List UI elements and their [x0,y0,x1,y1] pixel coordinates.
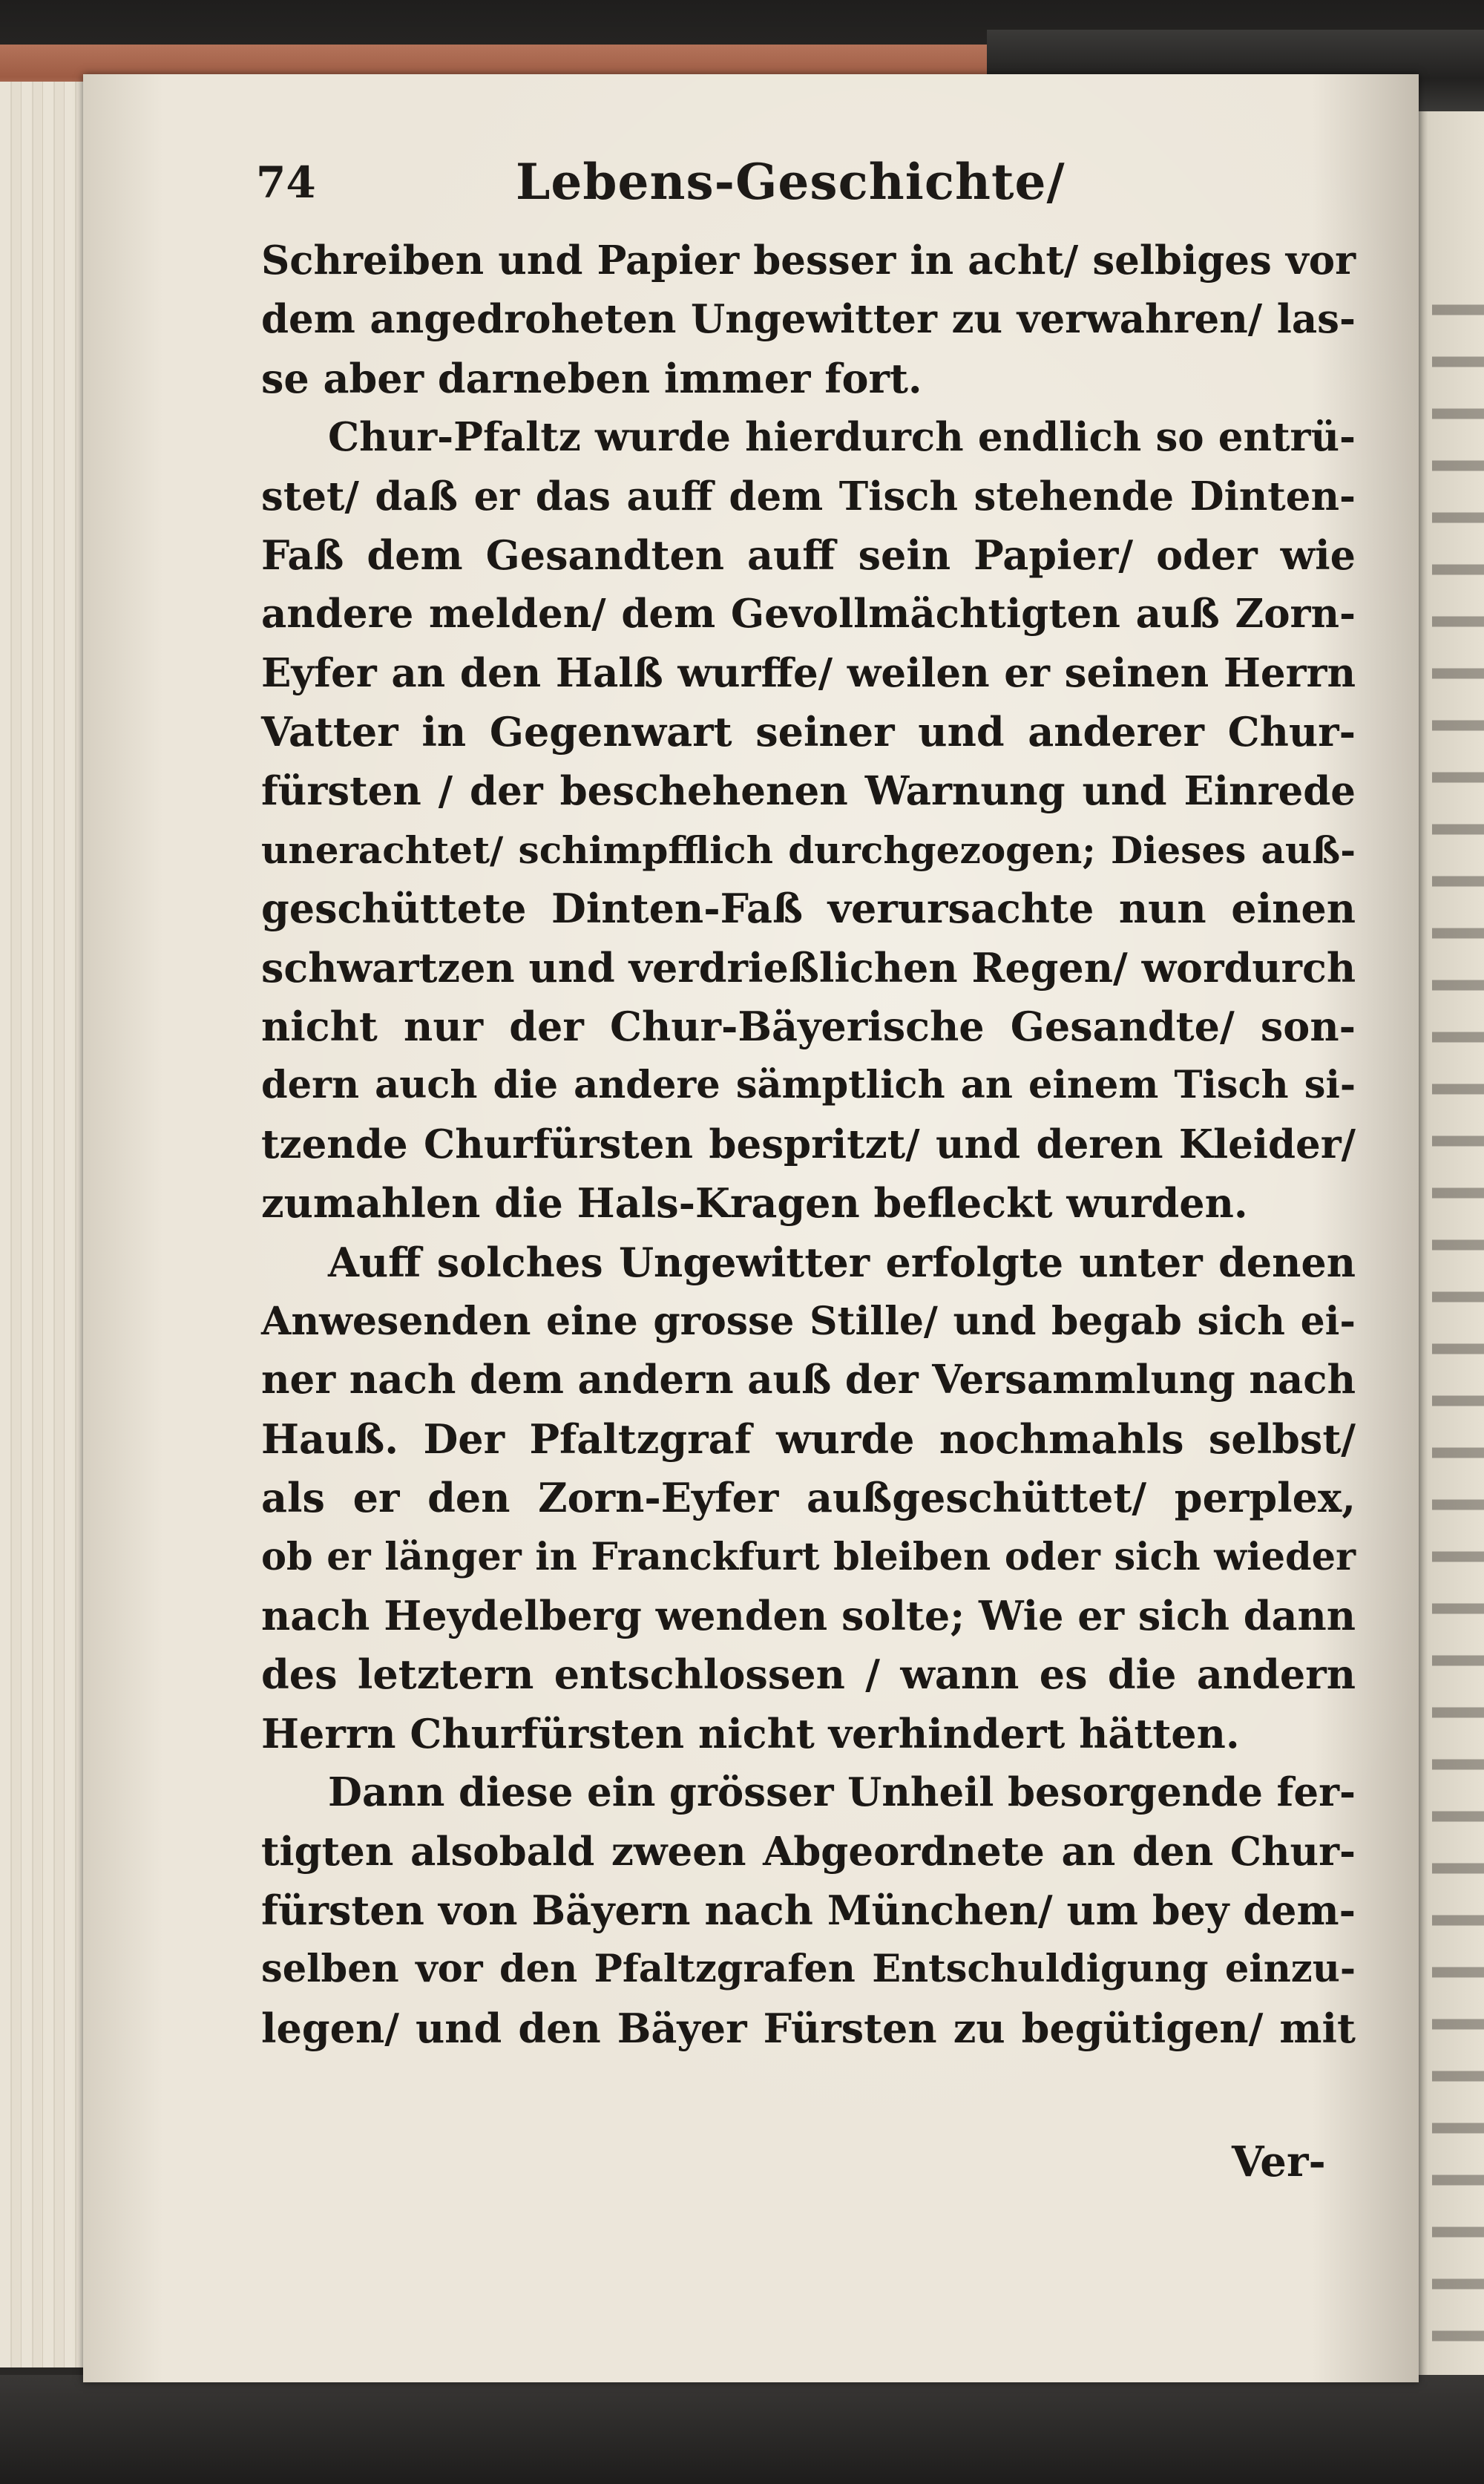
text-line: nicht nur der Chur-Bäyerische Gesandte/ son- [261,1003,1356,1051]
text-line: Vatter in Gegenwart seiner und anderer Chur- [261,708,1356,756]
text-line: geschüttete Dinten-Faß verursachte nun einen [261,885,1356,933]
text-line: legen/ und den Bäyer Fürsten zu begütigen/ mit [261,2004,1356,2052]
body-text [261,232,1356,2058]
text-line: dern auch die andere sämptlich an einem Tisch si- [261,1063,1356,1108]
text-line: fürsten von Bäyern nach München/ um bey dem- [261,1886,1356,1934]
text-line: Hauß. Der Pfaltzgraf wurde nochmahls selbst/ [261,1415,1356,1463]
text-line: stet/ daß er das auff dem Tisch stehende Dinten- [261,473,1356,520]
text-line: unerachtet/ schimpfflich durchgezogen; Dieses auß- [261,828,1356,872]
text-line: andere melden/ dem Gevollmächtigten auß Zorn- [261,591,1356,638]
text-line: tzende Churfürsten bespritzt/ und deren Kleider/ [261,1121,1356,1167]
text-line: ner nach dem andern auß der Versammlung nach [261,1357,1356,1403]
catchword: Ver- [1232,2137,1326,2186]
text-line: schwartzen und verdrießlichen Regen/ wordurch [261,943,1356,992]
facing-page-text-shadow [1432,282,1484,2434]
text-line: tigten alsobald zween Abgeordnete an den Chur- [261,1828,1356,1875]
text-line: Auff solches Ungewitter erfolgte unter denen [328,1238,1356,1286]
page-number: 74 [256,157,316,208]
text-line: Anwesenden eine grosse Stille/ und begab sich ei- [261,1299,1356,1345]
page-header [256,153,1295,220]
text-line: Schreiben und Papier besser in acht/ selbiges vor [261,237,1356,284]
text-line: nach Heydelberg wenden solte; Wie er sich dann [261,1591,1356,1639]
text-line: fürsten / der beschehenen Warnung und Einrede [261,767,1356,814]
scan-bottom-shadow [0,2375,1484,2484]
stacked-page-edges [0,82,91,2367]
text-line: Eyfer an den Halß wurffe/ weilen er seinen Herrn [261,649,1356,696]
running-head: Lebens-Geschichte/ [516,153,1066,211]
text-line: ob er länger in Franckfurt bleiben oder sich wieder [261,1534,1356,1579]
text-line: dem angedroheten Ungewitter zu verwahren/ las- [261,296,1356,343]
text-line: se aber darneben immer fort. [261,354,922,402]
text-line: Chur-Pfaltz wurde hierdurch endlich so entrü- [328,414,1356,461]
text-line: selben vor den Pfaltzgrafen Entschuldigung einzu- [261,1947,1356,1992]
text-line: Herrn Churfürsten nicht verhindert hätten. [261,1709,1240,1757]
text-line: Dann diese ein grösser Unheil besorgende fer- [328,1769,1356,1816]
text-line: Faß dem Gesandten auff sein Papier/ oder wie [261,531,1356,579]
text-line: zumahlen die Hals-Kragen befleckt wurden. [261,1179,1248,1228]
text-line: des letztern entschlossen / wann es die andern [261,1651,1356,1699]
text-line: als er den Zorn-Eyfer außgeschüttet/ perplex, [261,1474,1356,1522]
